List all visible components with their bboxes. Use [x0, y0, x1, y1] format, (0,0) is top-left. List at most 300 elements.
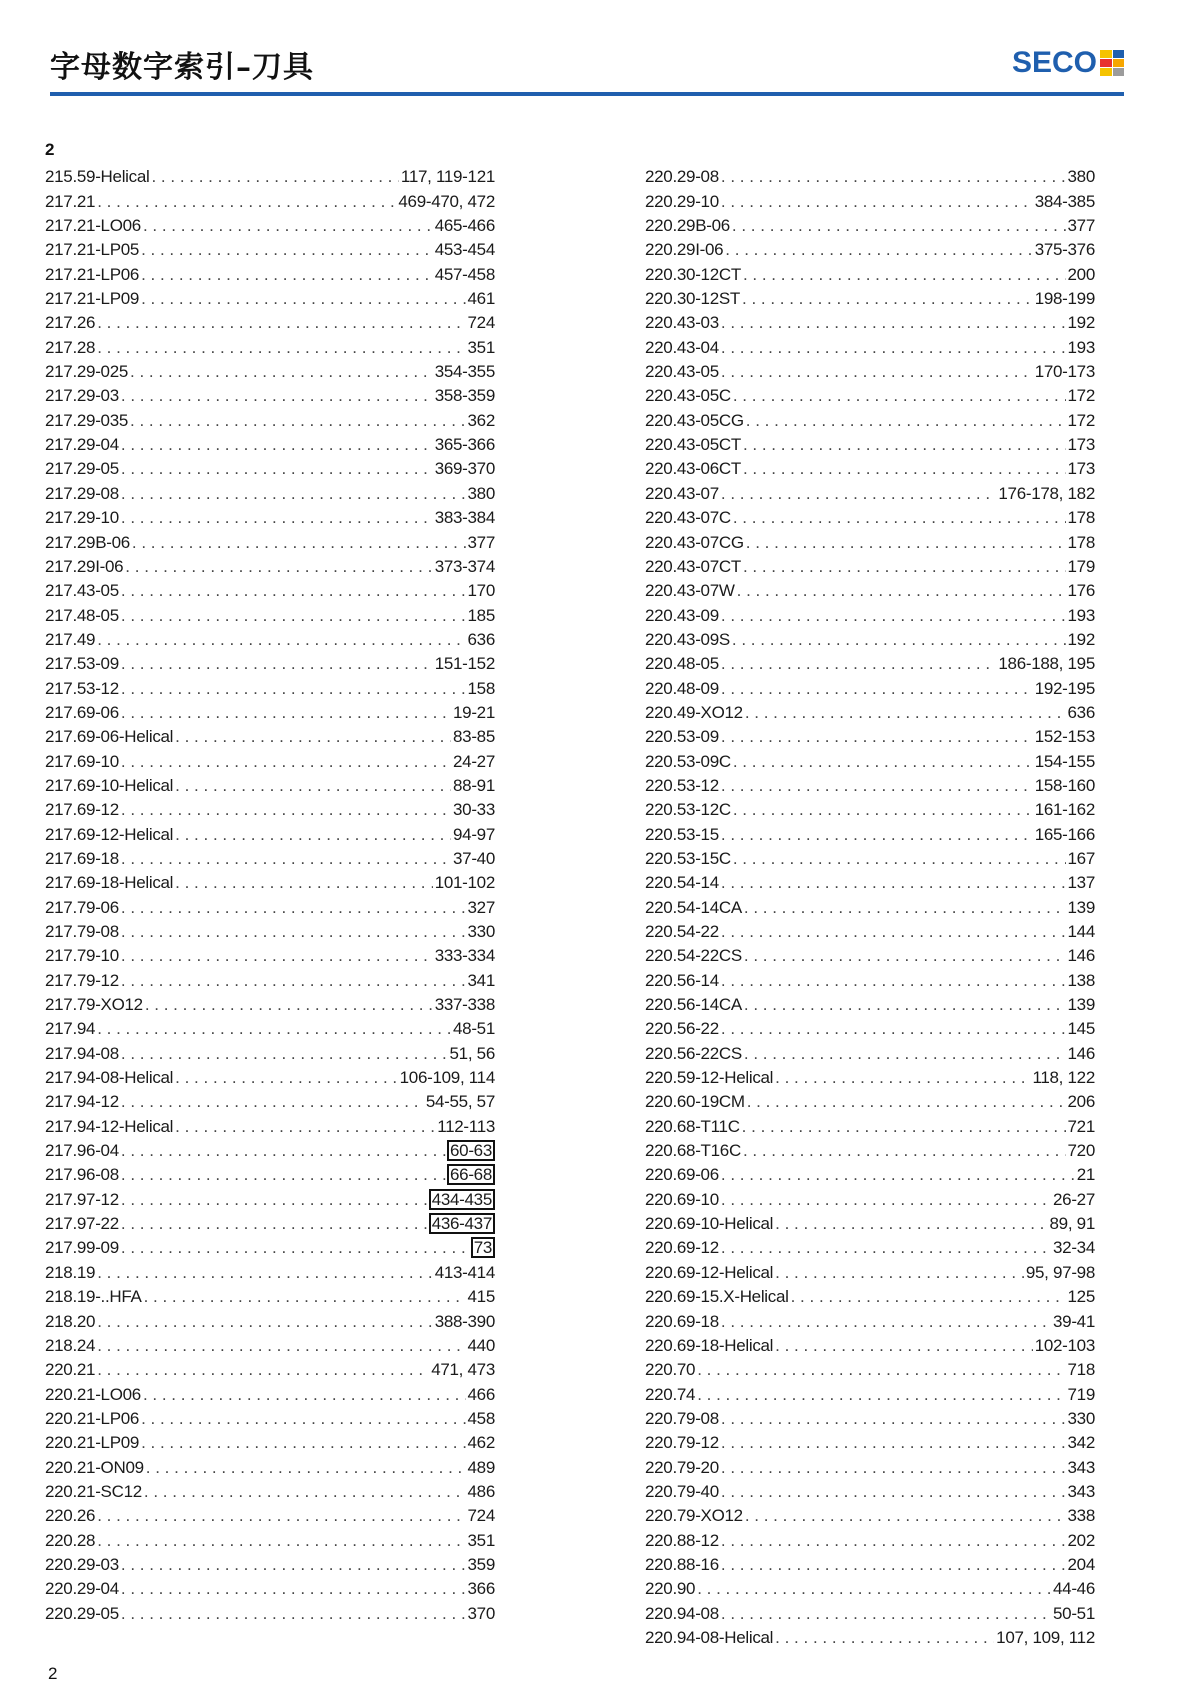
entry-code: 220.43-05CT	[645, 435, 741, 455]
entry-pages: 192-195	[1034, 678, 1095, 698]
dot-leader	[130, 362, 433, 382]
entry-code: 220.54-14CA	[645, 897, 742, 917]
entry-code: 220.49-XO12	[645, 702, 743, 722]
index-entry	[45, 212, 495, 236]
index-entry	[45, 1380, 495, 1404]
entry-pages: 338	[1067, 1506, 1095, 1526]
dot-leader	[721, 1165, 1075, 1185]
entry-code: 217.79-XO12	[45, 995, 143, 1015]
dot-leader	[721, 825, 1033, 845]
index-entry	[645, 674, 1095, 698]
dot-leader	[775, 1068, 1030, 1088]
dot-leader	[121, 1555, 466, 1575]
entry-code: 220.43-04	[645, 337, 719, 357]
entry-code: 217.69-18-Helical	[45, 873, 174, 893]
index-entry	[45, 650, 495, 674]
index-entry	[45, 1088, 495, 1112]
index-entry	[645, 1210, 1095, 1234]
entry-code: 220.43-07CG	[645, 532, 744, 552]
index-entry	[645, 309, 1095, 333]
entry-code: 217.99-09	[45, 1238, 119, 1258]
index-entry	[645, 504, 1095, 528]
entry-pages: 337-338	[434, 995, 495, 1015]
dot-leader	[745, 703, 1066, 723]
entry-code: 217.29-05	[45, 459, 119, 479]
entry-code: 220.54-14	[645, 873, 719, 893]
logo-square	[1100, 68, 1112, 76]
entry-code: 220.43-07C	[645, 508, 731, 528]
entry-pages: 370	[467, 1603, 495, 1623]
dot-leader	[144, 1482, 466, 1502]
dot-leader	[721, 1312, 1051, 1332]
entry-pages-boxed: 73	[471, 1237, 495, 1258]
index-entry	[645, 1307, 1095, 1331]
entry-pages: 413-414	[434, 1262, 495, 1282]
entry-pages-boxed: 66-68	[447, 1164, 495, 1185]
dot-leader	[721, 1238, 1051, 1258]
entry-pages: 26-27	[1053, 1189, 1095, 1209]
dot-leader	[747, 1092, 1066, 1112]
dot-leader	[141, 1433, 465, 1453]
entry-code: 220.79-XO12	[645, 1506, 743, 1526]
dot-leader	[721, 1555, 1066, 1575]
index-entry	[645, 1137, 1095, 1161]
entry-pages-boxed: 436-437	[429, 1213, 495, 1234]
index-entry	[645, 1234, 1095, 1258]
index-entry	[45, 1307, 495, 1331]
index-entry	[645, 236, 1095, 260]
entry-code: 217.43-05	[45, 581, 119, 601]
entry-code: 220.29-03	[45, 1554, 119, 1574]
dot-leader	[121, 1238, 471, 1258]
section-heading: 2	[45, 140, 55, 159]
index-entry	[45, 285, 495, 309]
entry-code: 220.43-07CT	[645, 556, 741, 576]
entry-pages: 366	[467, 1579, 495, 1599]
dot-leader	[732, 216, 1066, 236]
dot-leader	[175, 1068, 398, 1088]
page-title: 字母数字索引–刀具	[50, 50, 314, 85]
entry-code: 220.43-05	[645, 362, 719, 382]
entry-pages: 193	[1067, 605, 1095, 625]
dot-leader	[121, 459, 433, 479]
entry-pages: 50-51	[1053, 1603, 1095, 1623]
dot-leader	[737, 581, 1066, 601]
entry-code: 217.69-10-Helical	[45, 775, 174, 795]
index-entry	[45, 723, 495, 747]
logo-square	[1113, 59, 1125, 67]
entry-pages: 202	[1067, 1530, 1095, 1550]
entry-pages: 125	[1067, 1287, 1095, 1307]
entry-pages: 383-384	[434, 508, 495, 528]
entry-code: 220.43-03	[645, 313, 719, 333]
entry-pages: 39-41	[1053, 1311, 1095, 1331]
dot-leader	[97, 1360, 429, 1380]
entry-pages: 351	[467, 1530, 495, 1550]
entry-pages: 137	[1067, 873, 1095, 893]
index-entry	[45, 626, 495, 650]
entry-code: 217.79-12	[45, 970, 119, 990]
index-entry	[45, 163, 495, 187]
index-entry	[645, 260, 1095, 284]
entry-code: 217.26	[45, 313, 96, 333]
dot-leader	[721, 167, 1066, 187]
entry-pages: 458	[467, 1408, 495, 1428]
entry-code: 220.79-12	[645, 1433, 719, 1453]
dot-leader	[143, 1385, 466, 1405]
dot-leader	[725, 240, 1032, 260]
entry-code: 220.53-15C	[645, 848, 731, 868]
index-entry	[645, 1502, 1095, 1526]
entry-code: 220.43-05C	[645, 386, 731, 406]
entry-code: 217.69-06-Helical	[45, 727, 174, 747]
entry-pages: 362	[467, 410, 495, 430]
dot-leader	[97, 313, 465, 333]
entry-pages: 101-102	[434, 873, 495, 893]
index-entry	[45, 1453, 495, 1477]
dot-leader	[121, 849, 451, 869]
index-entry	[645, 577, 1095, 601]
entry-code: 218.19	[45, 1262, 96, 1282]
dot-leader	[775, 1263, 1024, 1283]
entry-code: 220.74	[645, 1384, 696, 1404]
entry-code: 217.29-025	[45, 362, 129, 382]
entry-code: 220.48-05	[645, 654, 719, 674]
entry-code: 217.79-06	[45, 897, 119, 917]
index-entry	[45, 772, 495, 796]
dot-leader	[721, 727, 1033, 747]
index-entry	[645, 1088, 1095, 1112]
dot-leader	[97, 338, 465, 358]
index-entry	[45, 1234, 495, 1258]
index-entry	[645, 479, 1095, 503]
dot-leader	[721, 1482, 1066, 1502]
dot-leader	[721, 192, 1033, 212]
dot-leader	[121, 1141, 447, 1161]
entry-pages: 118, 122	[1032, 1068, 1095, 1088]
dot-leader	[97, 1019, 451, 1039]
dot-leader	[744, 946, 1066, 966]
index-entry	[645, 772, 1095, 796]
dot-leader	[775, 1214, 1047, 1234]
dot-leader	[121, 654, 433, 674]
entry-code: 217.94-12	[45, 1092, 119, 1112]
index-entry	[45, 893, 495, 917]
entry-code: 220.54-22CS	[645, 946, 742, 966]
entry-code: 220.56-22CS	[645, 1043, 742, 1063]
page-number: 2	[48, 1664, 58, 1683]
entry-code: 217.69-12-Helical	[45, 824, 174, 844]
dot-leader	[721, 679, 1033, 699]
index-entry	[45, 1599, 495, 1623]
index-entry	[45, 674, 495, 698]
entry-code: 220.53-09	[645, 727, 719, 747]
dot-leader	[141, 289, 465, 309]
index-entry	[45, 309, 495, 333]
entry-pages: 327	[467, 897, 495, 917]
dot-leader	[743, 265, 1066, 285]
entry-code: 220.79-40	[645, 1481, 719, 1501]
entry-pages: 152-153	[1034, 727, 1095, 747]
index-entry	[45, 406, 495, 430]
dot-leader	[121, 581, 466, 601]
entry-code: 217.69-18	[45, 848, 119, 868]
dot-leader	[721, 873, 1066, 893]
index-entry	[45, 431, 495, 455]
dot-leader	[743, 459, 1066, 479]
index-entry	[645, 1380, 1095, 1404]
dot-leader	[746, 533, 1066, 553]
entry-code: 220.21-LP09	[45, 1433, 140, 1453]
entry-code: 220.43-06CT	[645, 459, 741, 479]
entry-pages: 89, 91	[1049, 1214, 1095, 1234]
entry-code: 217.69-06	[45, 702, 119, 722]
entry-pages: 144	[1067, 922, 1095, 941]
entry-code: 217.94-08	[45, 1043, 119, 1063]
entry-code: 217.21-LP05	[45, 240, 140, 260]
entry-code: 220.69-12	[645, 1238, 719, 1258]
index-entry	[645, 820, 1095, 844]
index-entry	[45, 747, 495, 771]
entry-pages: 170-173	[1034, 362, 1095, 382]
dot-leader	[721, 313, 1066, 333]
entry-code: 220.69-10-Helical	[645, 1214, 774, 1234]
index-entry	[645, 1112, 1095, 1136]
entry-pages: 373-374	[434, 556, 495, 576]
dot-leader	[744, 995, 1066, 1015]
dot-leader	[721, 362, 1033, 382]
index-entry	[45, 845, 495, 869]
dot-leader	[97, 630, 465, 650]
index-entry	[45, 1575, 495, 1599]
index-entry	[45, 577, 495, 601]
entry-pages: 359	[467, 1554, 495, 1574]
entry-code: 220.29-04	[45, 1579, 119, 1599]
index-entry	[645, 699, 1095, 723]
entry-pages: 139	[1067, 995, 1095, 1015]
entry-code: 220.88-16	[645, 1554, 719, 1574]
entry-code: 220.53-12	[645, 775, 719, 795]
dot-leader	[721, 1409, 1066, 1429]
entry-pages: 161-162	[1034, 800, 1095, 820]
entry-code: 220.69-10	[645, 1189, 719, 1209]
entry-code: 220.43-09	[645, 605, 719, 625]
entry-pages: 172	[1067, 386, 1095, 406]
index-entry	[45, 1039, 495, 1063]
entry-pages: 365-366	[434, 435, 495, 455]
dot-leader	[733, 849, 1066, 869]
dot-leader	[742, 289, 1033, 309]
entry-code: 220.60-19CM	[645, 1092, 745, 1112]
entry-pages: 343	[1067, 1457, 1095, 1477]
entry-pages: 375-376	[1034, 240, 1095, 260]
index-entry	[645, 626, 1095, 650]
dot-leader	[121, 752, 451, 772]
dot-leader	[121, 800, 451, 820]
index-entry	[645, 358, 1095, 382]
index-entry	[45, 869, 495, 893]
entry-code: 217.69-12	[45, 800, 119, 820]
index-entry	[645, 1283, 1095, 1307]
index-entry	[645, 285, 1095, 309]
entry-pages: 369-370	[434, 459, 495, 479]
dot-leader	[775, 1628, 994, 1648]
index-entry	[645, 163, 1095, 187]
dot-leader	[121, 1604, 466, 1624]
dot-leader	[175, 1117, 435, 1137]
dot-leader	[697, 1385, 1065, 1405]
entry-pages: 117, 119-121	[400, 167, 495, 187]
entry-pages: 151-152	[434, 654, 495, 674]
entry-code: 217.21-LP06	[45, 264, 140, 284]
index-entry	[645, 991, 1095, 1015]
index-entry	[45, 918, 495, 942]
entry-pages: 198-199	[1034, 289, 1095, 309]
dot-leader	[97, 1263, 433, 1283]
entry-pages: 388-390	[434, 1311, 495, 1331]
index-entry	[645, 382, 1095, 406]
entry-pages: 341	[467, 970, 495, 990]
entry-code: 220.68-T11C	[645, 1116, 740, 1136]
entry-code: 217.79-10	[45, 946, 119, 966]
entry-pages: 415	[467, 1287, 495, 1307]
dot-leader	[121, 1190, 429, 1210]
dot-leader	[721, 606, 1066, 626]
entry-pages: 333-334	[434, 946, 495, 966]
dot-leader	[141, 240, 433, 260]
entry-pages: 32-34	[1053, 1238, 1095, 1258]
entry-code: 220.30-12ST	[645, 289, 740, 309]
entry-code: 220.59-12-Helical	[645, 1068, 774, 1088]
index-entry	[645, 1161, 1095, 1185]
logo-square	[1113, 68, 1125, 76]
entry-code: 220.43-07W	[645, 581, 735, 601]
dot-leader	[745, 1506, 1066, 1526]
entry-pages: 88-91	[453, 775, 495, 795]
index-entry	[645, 1356, 1095, 1380]
dot-leader	[121, 606, 466, 626]
entry-code: 217.21	[45, 191, 96, 211]
index-entry	[645, 406, 1095, 430]
entry-pages: 186-188, 195	[998, 654, 1095, 674]
dot-leader	[141, 265, 433, 285]
index-entry	[645, 1526, 1095, 1550]
index-entry	[645, 1624, 1095, 1648]
entry-pages: 178	[1067, 532, 1095, 552]
dot-leader	[121, 679, 466, 699]
entry-pages: 112-113	[437, 1116, 495, 1136]
entry-pages: 176-178, 182	[998, 483, 1095, 503]
entry-pages: 204	[1067, 1554, 1095, 1574]
entry-pages: 94-97	[453, 824, 495, 844]
entry-pages: 173	[1067, 459, 1095, 479]
entry-pages: 139	[1067, 897, 1095, 917]
entry-pages: 465-466	[434, 216, 495, 236]
dot-leader	[121, 971, 466, 991]
entry-pages: 170	[467, 581, 495, 601]
entry-pages: 466	[467, 1384, 495, 1404]
entry-pages: 351	[467, 337, 495, 357]
index-entry	[45, 1478, 495, 1502]
entry-pages: 185	[467, 605, 495, 625]
index-entry	[645, 455, 1095, 479]
dot-leader	[697, 1579, 1051, 1599]
entry-pages: 179	[1067, 556, 1095, 576]
index-entry	[45, 991, 495, 1015]
dot-leader	[743, 557, 1066, 577]
dot-leader	[721, 1604, 1051, 1624]
entry-pages: 330	[1067, 1408, 1095, 1428]
entry-code: 220.21-LO06	[45, 1384, 141, 1404]
page-header	[50, 36, 1124, 100]
index-entry	[645, 601, 1095, 625]
entry-code: 220.30-12CT	[645, 264, 741, 284]
entry-pages: 146	[1067, 1043, 1095, 1063]
entry-code: 217.29-03	[45, 386, 119, 406]
entry-pages: 107, 109, 112	[996, 1627, 1095, 1647]
entry-pages: 158-160	[1034, 775, 1095, 795]
entry-code: 217.29-035	[45, 410, 129, 430]
entry-code: 217.21-LP09	[45, 289, 140, 309]
logo-square	[1113, 50, 1125, 58]
entry-code: 217.28	[45, 337, 96, 357]
entry-code: 217.29-04	[45, 435, 119, 455]
dot-leader	[733, 752, 1033, 772]
entry-pages: 453-454	[434, 240, 495, 260]
dot-leader	[721, 1531, 1066, 1551]
entry-pages: 173	[1067, 435, 1095, 455]
index-column-left	[45, 163, 495, 1624]
entry-code: 220.68-T16C	[645, 1141, 741, 1161]
index-entry	[45, 1283, 495, 1307]
index-entry	[645, 723, 1095, 747]
dot-leader	[121, 1044, 448, 1064]
index-entry	[645, 1551, 1095, 1575]
dot-leader	[97, 192, 396, 212]
dot-leader	[121, 386, 433, 406]
logo-square	[1100, 50, 1112, 58]
dot-leader	[175, 873, 433, 893]
entry-code: 220.21-LP06	[45, 1408, 140, 1428]
dot-leader	[97, 1336, 465, 1356]
entry-pages: 721	[1067, 1116, 1095, 1136]
index-entry	[45, 333, 495, 357]
entry-code: 220.29B-06	[645, 216, 730, 236]
index-entry	[45, 966, 495, 990]
logo-mark-icon	[1100, 50, 1124, 76]
index-entry	[645, 1453, 1095, 1477]
dot-leader	[121, 703, 451, 723]
entry-pages: 720	[1067, 1141, 1095, 1161]
entry-pages: 724	[467, 1506, 495, 1526]
entry-code: 220.28	[45, 1530, 96, 1550]
entry-pages: 380	[1067, 167, 1095, 187]
dot-leader	[121, 508, 433, 528]
dot-leader	[97, 1312, 433, 1332]
entry-pages: 461	[467, 289, 495, 309]
logo-wordmark: SECO	[1011, 46, 1097, 79]
entry-pages: 200	[1067, 264, 1095, 284]
dot-leader	[121, 1579, 466, 1599]
entry-pages: 19-21	[453, 702, 495, 722]
dot-leader	[121, 1214, 429, 1234]
entry-pages: 206	[1067, 1092, 1095, 1112]
dot-leader	[132, 533, 466, 553]
dot-leader	[746, 411, 1066, 431]
dot-leader	[743, 435, 1066, 455]
dot-leader	[721, 1190, 1051, 1210]
entry-code: 220.70	[645, 1360, 696, 1380]
